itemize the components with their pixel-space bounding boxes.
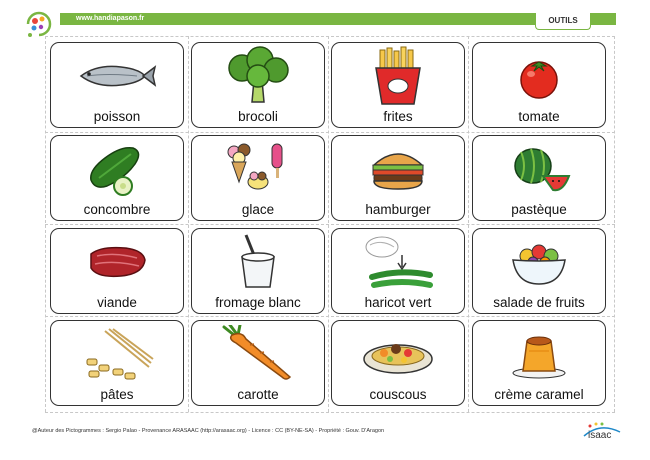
tomato-icon xyxy=(473,47,605,105)
yogurt-icon xyxy=(192,233,324,291)
cut-line xyxy=(328,36,329,412)
card-label: brocoli xyxy=(238,109,278,124)
card-hamburger[interactable] xyxy=(331,135,465,221)
couscous-icon xyxy=(332,325,464,383)
cut-line xyxy=(45,224,615,225)
cut-line xyxy=(468,36,469,412)
cucumber-icon xyxy=(51,140,183,198)
ice-cream-icon xyxy=(192,140,324,198)
cut-line xyxy=(45,412,615,413)
fish-icon xyxy=(51,47,183,105)
card-concombre[interactable] xyxy=(50,135,184,221)
flan-icon xyxy=(473,325,605,383)
card-viande[interactable] xyxy=(50,228,184,314)
card-carotte[interactable] xyxy=(191,320,325,406)
card-haricot-vert[interactable] xyxy=(331,228,465,314)
card-couscous[interactable] xyxy=(331,320,465,406)
card-label: pastèque xyxy=(511,202,567,217)
cut-line xyxy=(45,132,615,133)
card-label: crème caramel xyxy=(494,387,584,402)
card-label: salade de fruits xyxy=(493,295,585,310)
card-label: frites xyxy=(383,109,413,124)
hamburger-icon xyxy=(332,140,464,198)
cut-line xyxy=(188,36,189,412)
card-glace[interactable] xyxy=(191,135,325,221)
card-label: haricot vert xyxy=(364,295,432,310)
card-pasteque[interactable] xyxy=(472,135,606,221)
isaac-logo xyxy=(580,420,624,442)
cut-line xyxy=(614,36,615,412)
cut-line xyxy=(45,36,615,37)
card-pates[interactable] xyxy=(50,320,184,406)
card-label: glace xyxy=(241,202,275,217)
fruit-salad-icon xyxy=(473,233,605,291)
card-label: hamburger xyxy=(365,202,431,217)
card-label: tomate xyxy=(518,109,560,124)
card-label: viande xyxy=(97,295,137,310)
card-label: poisson xyxy=(93,109,141,124)
card-label: fromage blanc xyxy=(215,295,301,310)
pasta-icon xyxy=(51,325,183,383)
cut-line xyxy=(45,36,46,412)
card-salade-de-fruits[interactable] xyxy=(472,228,606,314)
site-url[interactable]: www.handiapason.fr xyxy=(76,15,145,22)
carrot-icon xyxy=(192,325,324,383)
card-creme-caramel[interactable] xyxy=(472,320,606,406)
broccoli-icon xyxy=(192,47,324,105)
card-label: carotte xyxy=(237,387,279,402)
green-beans-icon xyxy=(332,233,464,291)
card-label: pâtes xyxy=(100,387,134,402)
card-fromage-blanc[interactable] xyxy=(191,228,325,314)
fries-icon xyxy=(332,47,464,105)
card-frites[interactable] xyxy=(331,42,465,128)
isaac-text: isaac xyxy=(588,430,612,441)
section-tab: OUTILS xyxy=(535,13,591,30)
card-label: couscous xyxy=(369,387,427,402)
meat-icon xyxy=(51,233,183,291)
credits-text: @Auteur des Pictogrammes : Sergio Palao - Provenance ARASAAC (http://arasaac.org) - Licence : CC (BY-NE-SA) - Propriété : Gouv. D'Aragon xyxy=(32,428,385,434)
card-label: concombre xyxy=(83,202,151,217)
card-tomate[interactable] xyxy=(472,42,606,128)
cut-line xyxy=(45,316,615,317)
card-poisson[interactable] xyxy=(50,42,184,128)
watermelon-icon xyxy=(473,140,605,198)
card-brocoli[interactable] xyxy=(191,42,325,128)
